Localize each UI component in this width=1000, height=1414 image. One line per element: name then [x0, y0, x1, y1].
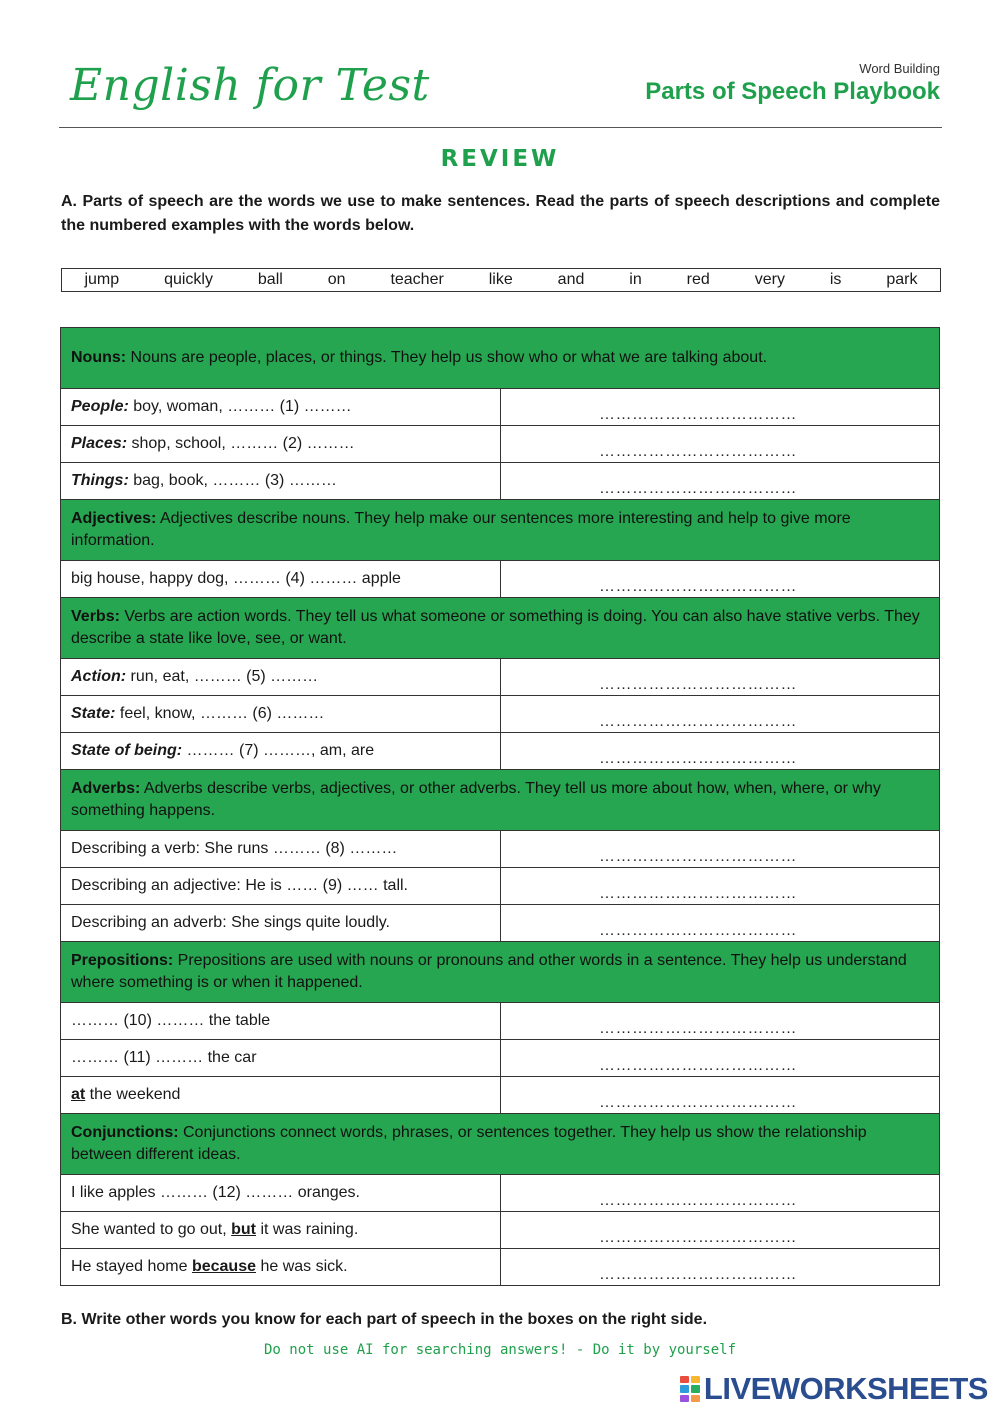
example-row — [61, 905, 940, 942]
header-divider — [59, 127, 942, 128]
example-text-pre: He stayed home — [71, 1258, 192, 1275]
liveworksheets-icon — [680, 1376, 700, 1402]
example-text-post: it was raining. — [256, 1221, 359, 1238]
section-name: Adverbs: — [71, 780, 141, 797]
parts-of-speech-table — [60, 327, 940, 1286]
section-description — [61, 1114, 940, 1175]
word-bank-item: jump — [84, 271, 120, 288]
section-desc: Adverbs describe verbs, adjectives, or other adverbs. They tell us more about how, when, where, or why something happens. — [71, 780, 881, 819]
instruction-b: B. Write other words you know for each part of speech in the boxes on the right side. — [61, 1311, 708, 1328]
answer-box-preposition-extra[interactable] — [501, 1077, 940, 1114]
key-word: because — [191, 1258, 256, 1275]
section-name: Conjunctions: — [71, 1124, 179, 1141]
example-cell — [61, 389, 501, 426]
example-cell — [61, 868, 501, 905]
example-text: feel, know, ……… (6) ……… — [115, 705, 325, 722]
answer-blank: ……………………………… — [599, 443, 797, 460]
liveworksheets-wordmark: LIVEWORKSHEETS — [703, 1371, 988, 1406]
example-row — [61, 1249, 940, 1286]
answer-blank: ……………………………… — [599, 885, 797, 902]
example-cell — [61, 1003, 501, 1040]
section-desc: Prepositions are used with nouns or pronouns and other words in a sentence. They help us understand where something is or when it happened. — [71, 952, 907, 991]
example-cell — [61, 696, 501, 733]
word-bank-item: is — [829, 271, 842, 288]
example-row — [61, 389, 940, 426]
example-cell — [61, 831, 501, 868]
word-bank-item: like — [488, 271, 513, 288]
section-desc: Verbs are action words. They tell us what someone or something is doing. You can also have stative verbs. They describe a state like love, see, or want. — [71, 608, 920, 647]
topic-label: Word Building — [859, 61, 940, 76]
answer-box-6[interactable] — [501, 696, 940, 733]
word-bank-item: in — [629, 271, 642, 288]
section-header-adjectives — [61, 500, 940, 561]
example-text: bag, book, ……… (3) ……… — [128, 472, 337, 489]
example-row — [61, 1003, 940, 1040]
example-cell — [61, 733, 501, 770]
answer-box-5[interactable] — [501, 659, 940, 696]
section-header-conjunctions — [61, 1114, 940, 1175]
section-description — [61, 770, 940, 831]
word-bank-item: red — [686, 271, 710, 288]
example-label: State: — [71, 705, 116, 722]
section-description — [61, 500, 940, 561]
example-label: Places: — [71, 435, 128, 452]
worksheet-title: Parts of Speech Playbook — [645, 78, 940, 105]
answer-blank: ……………………………… — [599, 1020, 797, 1037]
example-text: Describing a verb: She runs ……… (8) ……… — [71, 840, 398, 857]
answer-blank: ……………………………… — [599, 1266, 797, 1283]
example-cell — [61, 463, 501, 500]
example-row — [61, 868, 940, 905]
word-bank — [61, 268, 941, 292]
section-header-adverbs — [61, 770, 940, 831]
answer-blank: ……………………………… — [599, 1057, 797, 1074]
example-row — [61, 1175, 940, 1212]
answer-blank: ……………………………… — [599, 578, 797, 595]
section-desc: Nouns are people, places, or things. They help us show who or what we are talking about. — [126, 349, 768, 366]
example-cell — [61, 426, 501, 463]
example-row — [61, 1040, 940, 1077]
example-text: boy, woman, ……… (1) ……… — [128, 398, 352, 415]
word-bank-item: quickly — [164, 271, 213, 288]
example-row — [61, 426, 940, 463]
example-row — [61, 1077, 940, 1114]
section-desc: Adjectives describe nouns. They help make our sentences more interesting and help to give more information. — [71, 510, 851, 549]
example-text-pre: She wanted to go out, — [71, 1221, 232, 1238]
answer-box-12[interactable] — [501, 1175, 940, 1212]
answer-box-8[interactable] — [501, 831, 940, 868]
section-header-verbs — [61, 598, 940, 659]
word-bank-item: teacher — [390, 271, 444, 288]
section-header-prepositions — [61, 942, 940, 1003]
answer-blank: ……………………………… — [599, 676, 797, 693]
section-name: Adjectives: — [71, 510, 157, 527]
answer-blank: ……………………………… — [599, 1094, 797, 1111]
answer-blank: ……………………………… — [599, 922, 797, 939]
answer-blank: ……………………………… — [599, 750, 797, 767]
example-label: Things: — [71, 472, 129, 489]
section-description — [61, 942, 940, 1003]
footnote: Do not use AI for searching answers! - Do it by yourself — [263, 1342, 736, 1358]
example-row — [61, 733, 940, 770]
answer-box-1[interactable] — [501, 389, 940, 426]
answer-box-9[interactable] — [501, 868, 940, 905]
key-word: but — [231, 1221, 256, 1238]
answer-box-11[interactable] — [501, 1040, 940, 1077]
answer-box-2[interactable] — [501, 426, 940, 463]
example-text: I like apples ……… (12) ……… oranges. — [71, 1184, 360, 1201]
answer-box-10[interactable] — [501, 1003, 940, 1040]
answer-box-adverb-extra[interactable] — [501, 905, 940, 942]
answer-box-3[interactable] — [501, 463, 940, 500]
example-row — [61, 561, 940, 598]
section-name: Verbs: — [71, 608, 120, 625]
section-title-text: REVIEW — [440, 146, 560, 172]
example-text-post: he was sick. — [256, 1258, 348, 1275]
liveworksheets-logo[interactable] — [680, 1371, 988, 1407]
example-text: ……… (10) ……… the table — [71, 1012, 271, 1029]
example-text: Describing an adverb: She sings quite loudly. — [71, 914, 390, 931]
example-row — [61, 463, 940, 500]
section-description — [61, 328, 940, 389]
section-desc: Conjunctions connect words, phrases, or sentences together. They help us show the relationship between different ideas. — [71, 1124, 867, 1163]
example-text: ……… (7) ………, am, are — [182, 742, 375, 759]
answer-blank: ……………………………… — [599, 406, 797, 423]
example-cell — [61, 1040, 501, 1077]
answer-blank: ……………………………… — [599, 1192, 797, 1209]
answer-blank: ……………………………… — [599, 848, 797, 865]
answer-blank: ……………………………… — [599, 713, 797, 730]
example-cell — [61, 659, 501, 696]
section-name: Prepositions: — [71, 952, 174, 969]
answer-box-conjunction-extra-1[interactable] — [501, 1212, 940, 1249]
section-header-nouns — [61, 328, 940, 389]
answer-blank: ……………………………… — [599, 1229, 797, 1246]
example-text: run, eat, ……… (5) ……… — [126, 668, 319, 685]
section-title — [0, 146, 1000, 172]
section-description — [61, 598, 940, 659]
answer-blank: ……………………………… — [599, 480, 797, 497]
answer-box-7[interactable] — [501, 733, 940, 770]
example-cell — [61, 1212, 501, 1249]
example-text: ……… (11) ……… the car — [71, 1049, 257, 1066]
section-name: Nouns: — [71, 349, 127, 366]
word-bank-item: very — [754, 271, 785, 288]
example-cell — [61, 905, 501, 942]
word-bank-item: and — [557, 271, 585, 288]
example-row — [61, 696, 940, 733]
example-text: shop, school, ……… (2) ……… — [127, 435, 355, 452]
example-row — [61, 1212, 940, 1249]
example-row — [61, 659, 940, 696]
example-cell — [61, 1077, 501, 1114]
example-label: Action: — [71, 668, 127, 685]
example-text: big house, happy dog, ……… (4) ……… apple — [71, 570, 401, 587]
instruction-a: A. Parts of speech are the words we use to make sentences. Read the parts of speech descriptions and complete the numbered examples with the words below. — [61, 193, 940, 234]
example-cell — [61, 1249, 501, 1286]
word-bank-item: on — [327, 271, 346, 288]
answer-box-conjunction-extra-2[interactable] — [501, 1249, 940, 1286]
brand-logo: English for Test — [70, 60, 430, 111]
example-label: People: — [71, 398, 129, 415]
answer-box-4[interactable] — [501, 561, 940, 598]
example-row — [61, 831, 940, 868]
example-text-post: the weekend — [85, 1086, 181, 1103]
example-label: State of being: — [71, 742, 183, 759]
word-bank-item: park — [886, 271, 918, 288]
example-cell — [61, 1175, 501, 1212]
word-bank-item: ball — [257, 271, 283, 288]
example-cell — [61, 561, 501, 598]
example-text: Describing an adjective: He is …… (9) …… tall. — [71, 877, 408, 894]
key-word: at — [71, 1086, 86, 1103]
